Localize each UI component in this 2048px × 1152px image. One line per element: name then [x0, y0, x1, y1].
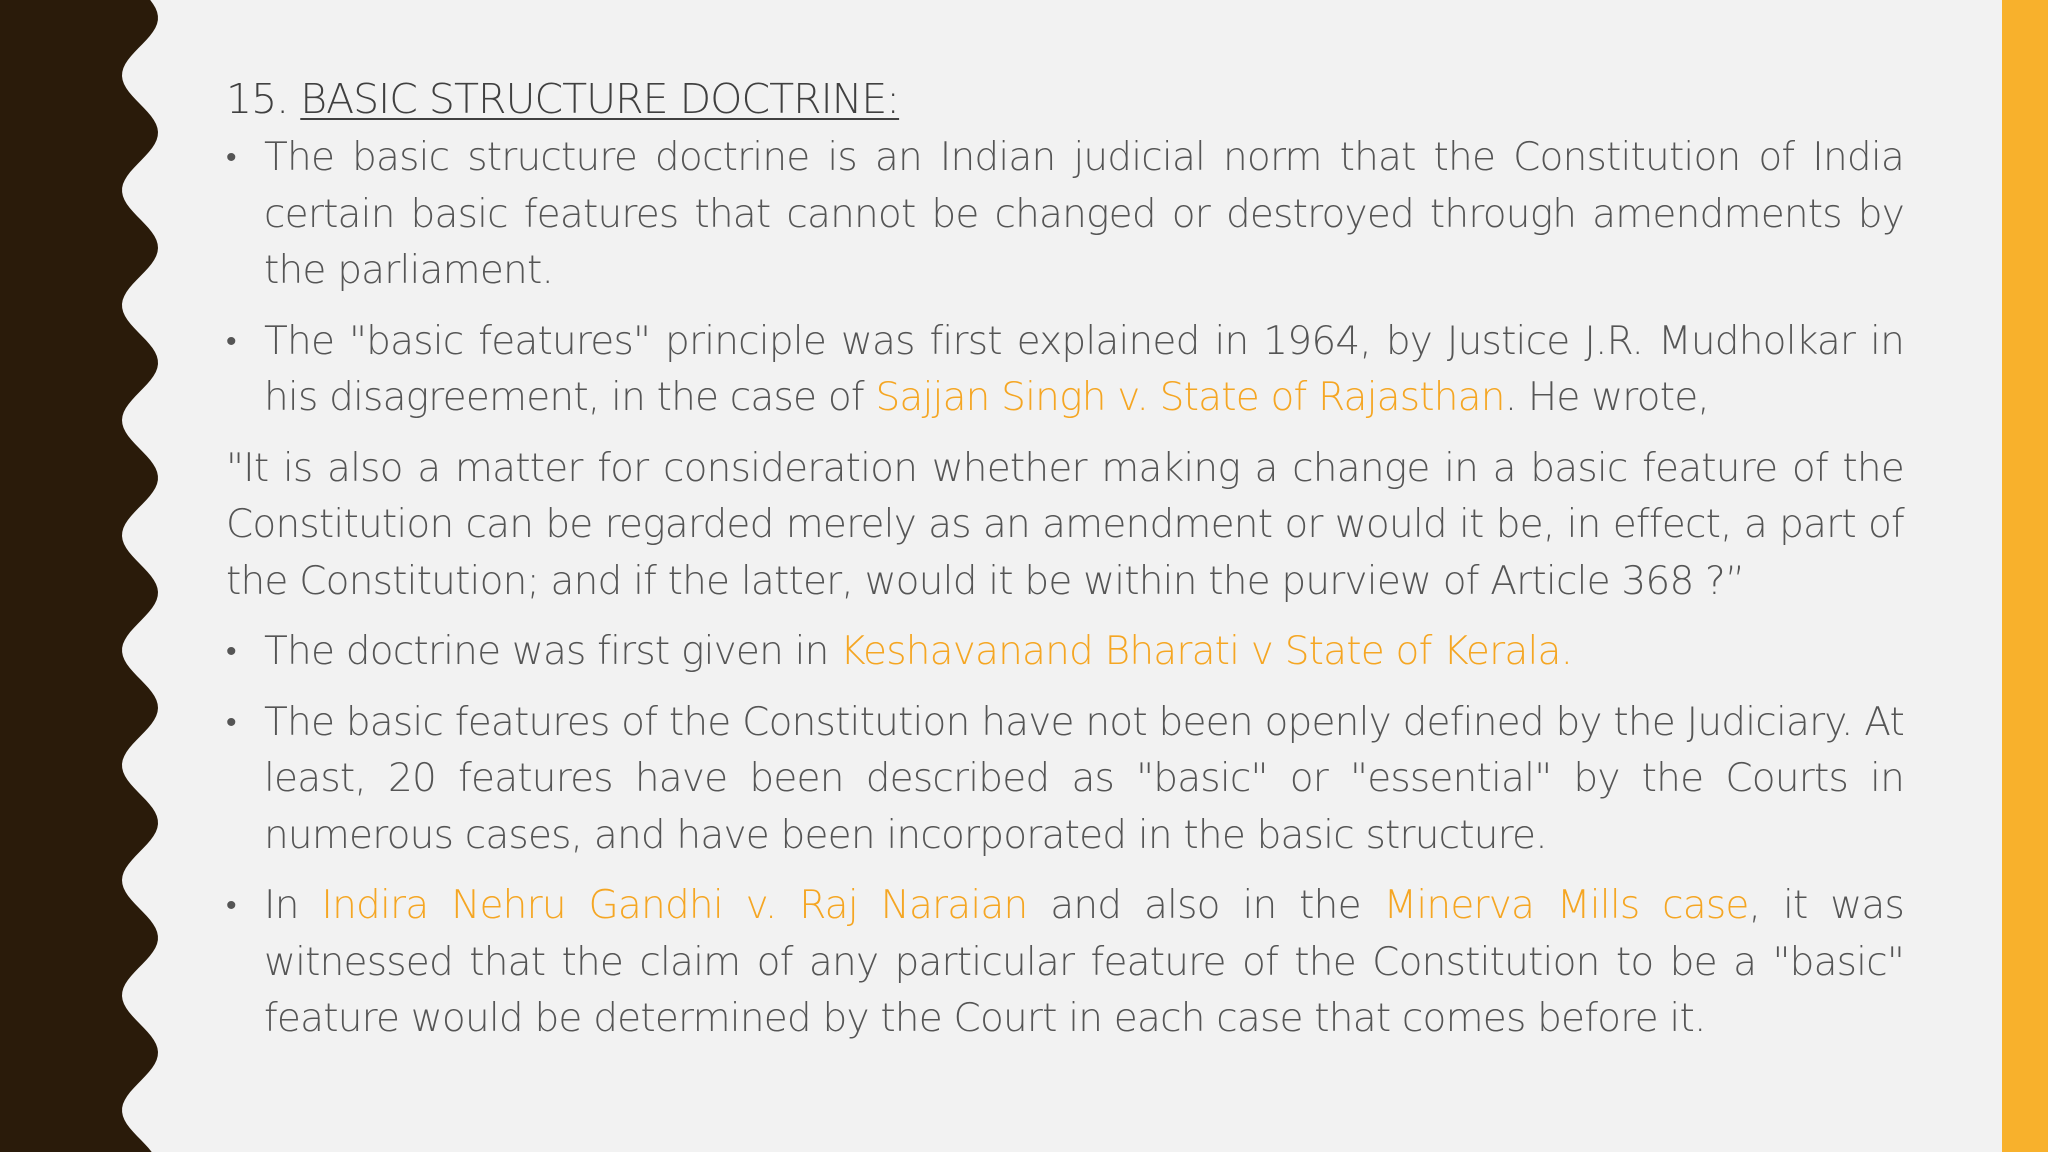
slide-body — [226, 130, 1904, 1048]
bullet-marker: • — [226, 704, 236, 740]
decorative-wavy-band — [0, 0, 180, 1152]
mudholkar-quote: "It is also a matter for consideration whether making a change in a basic feature of the Constitution can be regarded merely as an amendment or would it be, in effect, a part of the Constitution; and if the latter, would it be within the purview of Article 368 ?” — [226, 445, 1904, 604]
bullet-item — [226, 878, 1904, 1048]
bullet-marker: • — [226, 323, 236, 359]
bullet-marker: • — [226, 634, 236, 669]
slide-content — [226, 68, 1904, 1062]
bullet-text: The doctrine was first given in — [264, 629, 841, 674]
bullet-text: , it was witnessed that the claim of any particular feature of the Constitution to be a "basic" feature would be determined by the Court in each case that comes before it. — [264, 883, 1904, 1041]
bullet-marker: • — [226, 140, 236, 175]
accent-stripe — [2002, 0, 2048, 1152]
case-link[interactable]: Minerva Mills case — [1383, 883, 1749, 928]
bullet-item — [226, 130, 1904, 300]
bullet-text: and also in the — [1027, 883, 1384, 928]
case-link[interactable]: Keshavanand Bharati v State of Kerala. — [840, 629, 1573, 674]
bullet-text: In — [264, 883, 322, 928]
bullet-marker: • — [226, 888, 236, 923]
case-link[interactable]: Indira Nehru Gandhi v. Raj Naraian — [321, 883, 1028, 928]
bullet-text: . He wrote, — [1504, 375, 1710, 420]
slide-title — [226, 68, 1904, 130]
bullet-item — [226, 314, 1904, 427]
bullet-item — [226, 695, 1904, 865]
case-link[interactable]: Sajjan Singh v. State of Rajasthan — [875, 375, 1505, 420]
bullet-item — [226, 624, 1904, 681]
bullet-text: The basic structure doctrine is an Indian judicial norm that the Constitution of India certain basic features that cannot be changed or destroyed through amendments by the parliament. — [264, 135, 1904, 293]
bullet-text: The "basic features" principle was first explained in 1964, by Justice J.R. Mudholkar in his disagreement, in the case of — [264, 318, 1904, 420]
title-number: 15. — [226, 75, 289, 123]
title-text: BASIC STRUCTURE DOCTRINE: — [300, 75, 900, 123]
bullet-text: The basic features of the Constitution have not been openly defined by the Judiciary. At least, 20 features have been described as "basic" or "essential" by the Courts in numerous cases, and have been incorporated in the basic structure. — [264, 699, 1904, 858]
